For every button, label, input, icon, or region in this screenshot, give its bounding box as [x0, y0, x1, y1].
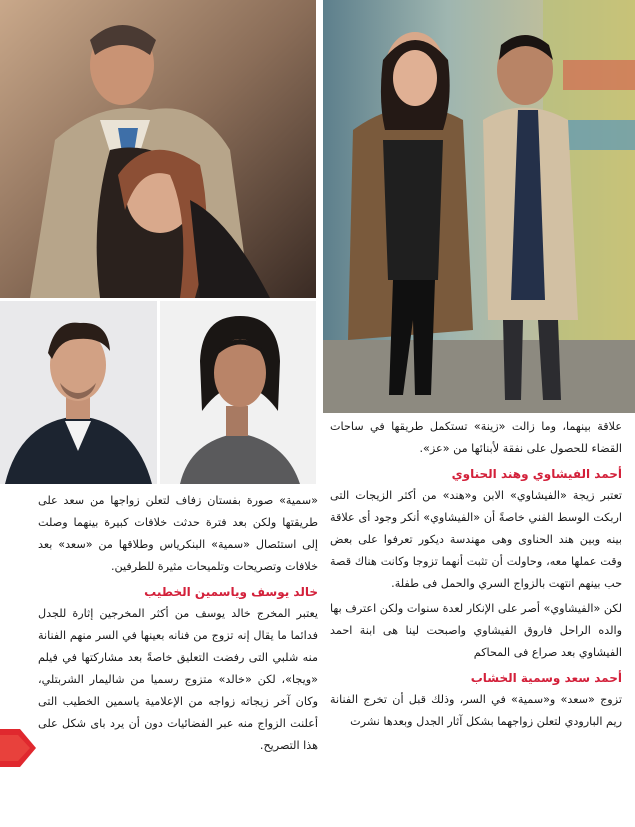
- right-column: [330, 416, 622, 736]
- paragraph: يعتبر المخرج خالد يوسف من أكثر المخرجين إثارة للجدل فدائما ما يقال إنه تزوج من فنانه بعينها في السر منهم الفنانة منه شلبي التى رفضت التعليق خاصةً بعد مشاركتها في فيلم «ويجا»، لكن «خالد» متزوج رسميا من شاليمار الشربتلي، وكان آخر زيجاته زواجه من الإعلامية ياسمين الخطيب التى أعلنت الزواج منه عبر الفضائيات دون أن يرد باى شكل على هذا التصريح.: [38, 607, 318, 752]
- paragraph: تعتبر زيجة «الفيشاوي» الابن و«هند» من أكثر الزيجات التى اربكت الوسط الفني خاصةً أن «الفيشاوي» أنكر وجود أى علاقة بينه وبين هند الحناوى وهى مهندسة ديكور تعرفوا على بعض وقت عملها معه، وحاولت أن تثبت أنهما تزوجا وكانت هناك قصة حب بينهم انتهت بالزواج السري والحمل فى طفلة.: [330, 489, 622, 590]
- heading-khaled-yasmine: خالد يوسف وياسمين الخطيب: [144, 585, 318, 599]
- photo-khaled-yasmine: [0, 0, 316, 298]
- heading-saad-khashab: أحمد سعد وسمية الخشاب: [470, 671, 622, 685]
- page-number-tab: [0, 729, 38, 767]
- paragraph: «سمية» صورة بفستان زفاف لتعلن زواجها من سعد على طريقتها ولكن بعد فترة حدثت خلافات كبيرة بينهما وصلت إلى استئصال «سمية» البنكرياس وطلاقها من «سعد» بعد خلافات وتصريحات وتلميحات مثيرة للطرفين.: [38, 494, 318, 573]
- photo-hind-hanawy: [160, 301, 316, 484]
- paragraph: لكن «الفيشاوي» أصر على الإنكار لعدة سنوات ولكن اعترف بها والده الراحل فاروق الفيشاوي واصبحت لينا هى ابنة احمد الفيشاوي بعد صراع فى المحاكم: [330, 602, 622, 659]
- photo-ahmed-fishawy: [0, 301, 157, 484]
- paragraph: تزوج «سعد» و«سمية» في السر، وذلك قبل أن تخرج الفنانة ريم البارودي لتعلن زواجهما بشكل آثار الجدل وبعدها نشرت: [330, 693, 622, 728]
- photo-ahmed-saad-somaya: [323, 0, 635, 413]
- paragraph: علاقة بينهما، وما زالت «زينة» تستكمل طريقها في ساحات القضاء للحصول على نفقة لأبنائها من «عز».: [330, 420, 622, 455]
- heading-fishawy-hanawy: أحمد الفيشاوي وهند الحناوي: [451, 467, 622, 481]
- left-column: [38, 490, 318, 760]
